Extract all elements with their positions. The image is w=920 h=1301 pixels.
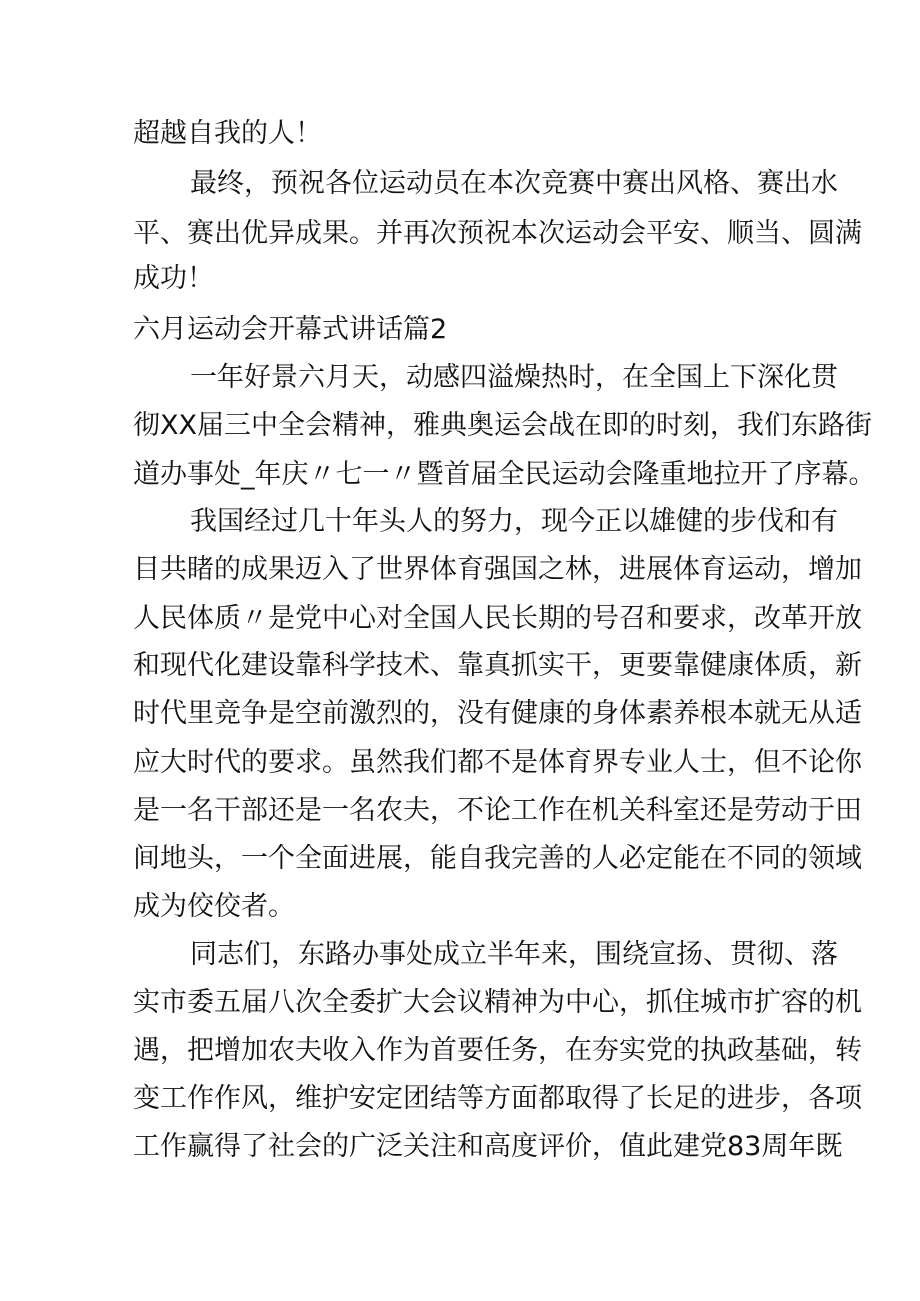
text-line: 应大时代的要求。虽然我们都不是体育界专业人士，但不论你 — [133, 747, 862, 778]
text-line: 超越自我的人！ — [133, 118, 322, 149]
section-heading: 六月运动会开幕式讲话篇2 — [133, 314, 448, 345]
text-line: 成功！ — [133, 263, 214, 294]
text-line: 和现代化建设靠科学技术、靠真抓实干，更要靠健康体质，新 — [133, 650, 862, 681]
text-line: 道办事处_年庆〃七一〃暨首届全民运动会隆重地拉开了序幕。 — [133, 459, 876, 490]
text-line: 间地头，一个全面进展，能自我完善的人必定能在不同的领域 — [133, 843, 862, 874]
text-line: 遇，把增加农夫收入作为首要任务，在夯实党的执政基础，转 — [133, 1035, 862, 1066]
text-line: 平、赛出优异成果。并再次预祝本次运动会平安、顺当、圆满 — [133, 218, 862, 249]
text-line: 实市委五届八次全委扩大会议精神为中心，抓住城市扩容的机 — [133, 987, 862, 1018]
text-line: 是一名干部还是一名农夫，不论工作在机关科室还是劳动于田 — [133, 795, 862, 826]
paragraph-first-line: 最终，预祝各位运动员在本次竞赛中赛出风格、赛出水 — [190, 168, 838, 199]
paragraph-first-line: 我国经过几十年头人的努力，现今正以雄健的步伐和有 — [190, 506, 838, 537]
text-line: 成为佼佼者。 — [133, 891, 295, 922]
paragraph-first-line: 一年好景六月天，动感四溢燥热时，在全国上下深化贯 — [190, 362, 838, 393]
paragraph-first-line: 同志们，东路办事处成立半年来，围绕宣扬、贯彻、落 — [190, 939, 838, 970]
text-line: 变工作作风，维护安定团结等方面都取得了长足的进步，各项 — [133, 1083, 862, 1114]
text-line: 人民体质〃是党中心对全国人民长期的号召和要求，改革开放 — [133, 603, 862, 634]
text-line: 彻XX届三中全会精神，雅典奥运会战在即的时刻，我们东路街 — [133, 410, 872, 441]
text-line: 工作赢得了社会的广泛关注和高度评价，值此建党83周年既 — [133, 1131, 843, 1162]
text-line: 时代里竞争是空前激烈的，没有健康的身体素养根本就无从适 — [133, 698, 862, 729]
text-line: 目共睹的成果迈入了世界体育强国之林，进展体育运动，增加 — [133, 554, 862, 585]
